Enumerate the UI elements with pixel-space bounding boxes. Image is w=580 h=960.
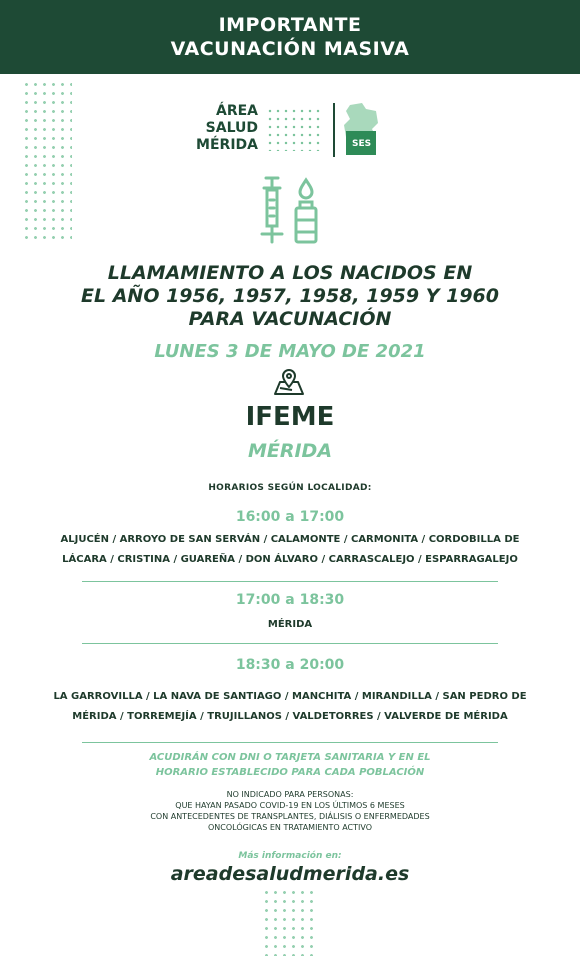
more-info-label: Más información en: <box>238 851 342 861</box>
slot-time-2: 17:00 a 18:30 <box>235 592 345 608</box>
vaccine-icons <box>258 176 324 246</box>
slot-places-1 <box>40 530 540 570</box>
area-salud-logo <box>190 103 400 163</box>
note-dark-line-3: CON ANTECEDENTES DE TRANSPLANTES, DIÁLISIS O ENFERMEDADES <box>150 812 430 821</box>
venue-name: IFEME <box>245 402 335 432</box>
title-line-3: PARA VACUNACIÓN <box>188 308 392 330</box>
slot-time-3: 18:30 a 20:00 <box>235 657 345 673</box>
slot-2-line-1: MÉRIDA <box>267 619 313 630</box>
slot-3-line-1: LA GARROVILLA / LA NAVA DE SANTIAGO / MANCHITA / MIRANDILLA / SAN PEDRO DE <box>53 691 527 702</box>
title-line-1: LLAMAMIENTO A LOS NACIDOS EN <box>107 262 473 284</box>
note-dark-line-2: QUE HAYAN PASADO COVID-19 EN LOS ÚLTIMOS 6 MESES <box>175 801 405 810</box>
logo-line-2: SALUD <box>205 120 258 136</box>
decorative-dot-pattern-bottom <box>262 888 318 956</box>
ses-logo <box>342 103 382 159</box>
divider-3 <box>82 742 498 743</box>
slot-places-3 <box>40 687 540 727</box>
decorative-dot-pattern <box>22 80 72 240</box>
note-dark-line-1: NO INDICADO PARA PERSONAS: <box>226 790 354 799</box>
logo-text <box>190 103 258 154</box>
slot-1-line-1: ALJUCÉN / ARROYO DE SAN SERVÁN / CALAMONTE / CARMONITA / CORDOBILLA DE <box>60 534 520 545</box>
logo-dot-pattern <box>266 107 322 151</box>
map-pin-icon <box>272 368 306 396</box>
schedule-label: HORARIOS SEGÚN LOCALIDAD: <box>208 483 372 493</box>
vaccination-date: LUNES 3 DE MAYO DE 2021 <box>154 341 426 362</box>
divider-1 <box>82 581 498 582</box>
ses-region-icon <box>342 103 382 159</box>
slot-1-line-2: LÁCARA / CRISTINA / GUAREÑA / DON ÁLVARO / CARRASCALEJO / ESPARRAGALEJO <box>62 554 518 565</box>
ses-label: SES <box>352 139 372 149</box>
website-link[interactable]: areadesaludmerida.es <box>170 863 410 885</box>
slot-time-1: 16:00 a 17:00 <box>235 509 345 525</box>
id-requirement-note <box>0 750 580 780</box>
vaccine-vial-icon <box>296 180 316 242</box>
call-title <box>0 262 580 331</box>
note-green-line-1: ACUDIRÁN CON DNI O TARJETA SANITARIA Y EN EL <box>149 752 431 763</box>
slot-3-line-2: MÉRIDA / TORREMEJÍA / TRUJILLANOS / VALDETORRES / VALVERDE DE MÉRIDA <box>72 711 508 722</box>
header-line-1: IMPORTANTE <box>218 14 362 36</box>
logo-divider <box>333 103 335 157</box>
header-line-2: VACUNACIÓN MASIVA <box>170 38 410 60</box>
header-banner <box>0 0 580 74</box>
venue-city: MÉRIDA <box>247 440 333 462</box>
divider-2 <box>82 643 498 644</box>
syringe-icon <box>258 176 324 246</box>
logo-line-1: ÁREA <box>215 103 258 119</box>
logo-line-3: MÉRIDA <box>196 137 258 153</box>
note-dark-line-4: ONCOLÓGICAS EN TRATAMIENTO ACTIVO <box>208 823 372 832</box>
note-green-line-2: HORARIO ESTABLECIDO PARA CADA POBLACIÓN <box>155 767 425 778</box>
title-line-2: EL AÑO 1956, 1957, 1958, 1959 Y 1960 <box>81 285 499 307</box>
exclusion-note <box>0 789 580 833</box>
slot-places-2 <box>40 615 540 635</box>
